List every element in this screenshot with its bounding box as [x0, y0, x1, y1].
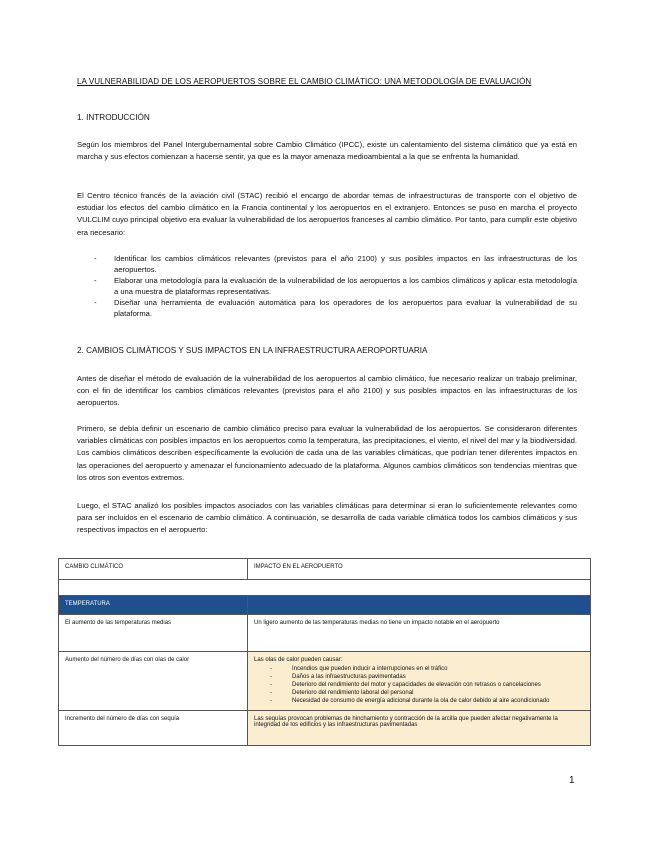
objectives-list — [77, 253, 577, 319]
paragraph-stac: El Centro técnico francés de la aviación civil (STAC) recibió el encargo de abordar temas de infraestructuras de transporte con el objetivo de estudiar los efectos del cambio climático en la Francia continental y los aeropuertos en el extranjero. Entonces se puso en marcha el proyecto VULCLIM cuyo principal objetivo era evaluar la vulnerabilidad de los aeropuertos franceses al cambio climático. Por tanto, para cumplir este objetivo era necesario: — [77, 191, 577, 237]
table-row — [59, 652, 591, 711]
section-heading-introduccion: 1. INTRODUCCIÓN — [77, 113, 150, 122]
impact-item: - Deterioro del rendimiento laboral del personal — [254, 689, 584, 697]
table-row — [59, 711, 591, 746]
list-item: - Diseñar una herramienta de evaluación automática para los operadores de los aeropuertos para evaluar la vulnerabilidad de su plataforma. — [77, 297, 577, 319]
paragraph-escenario: Primero, se debía definir un escenario de cambio climático preciso para evaluar la vulnerabilidad de los aeropuertos. Se consideraron diferentes variables climáticas con posibles impactos en los aeropuertos como la temperatura, las precipitaciones, el viento, el nivel del mar y la biodiversidad. Los cambios climáticos describen específicamente la evolución de cada una de las variables climáticas, que podrían tener diferentes impactos en las operaciones del aeropuerto y amenazar el funcionamiento adecuado de la plataforma. Algunos cambios climáticos son tendencias mientras que los otros son eventos extremos. — [77, 424, 577, 482]
category-label: TEMPERATURA — [59, 596, 248, 615]
paragraph-ipcc: Según los miembros del Panel Intergubernamental sobre Cambio Climático (IPCC), existe un calentamiento del sistema climático que ya está en marcha y sus efectos comienzan a hacerse sentir, ya que es la mayor amenaza medioambiental a la que se enfrenta la humanidad. — [77, 140, 577, 162]
impact-cell: Las sequías provocan problemas de hinchamiento y contracción de la arcilla que pueden afectar negativamente la integridad de los edificios y las infraestructuras pavimentadas — [248, 711, 591, 746]
impact-item: - Necesidad de consumo de energía adicional durante la ola de calor debido al aire acondicionado — [254, 697, 584, 705]
column-header-impacto: IMPACTO EN EL AEROPUERTO — [248, 559, 591, 580]
document-title: LA VULNERABILIDAD DE LOS AEROPUERTOS SOBRE EL CAMBIO CLIMÁTICO: UNA METODOLOGÍA DE EVALUACIÓN — [77, 77, 532, 86]
impact-item: - Daños a las infraestructuras pavimentadas — [254, 673, 584, 681]
climate-change-cell: Incremento del número de días con sequía — [59, 711, 248, 746]
climate-impact-table — [58, 558, 591, 746]
climate-change-cell: El aumento de las temperaturas medias — [59, 615, 248, 652]
category-fill — [248, 596, 591, 615]
list-item: - Elaborar una metodología para la evaluación de la vulnerabilidad de los aeropuertos a los cambios climáticos y aplicar esta metodología a una muestra de plataformas representativas. — [77, 275, 577, 297]
list-item: - Identificar los cambios climáticos relevantes (previstos para el año 2100) y sus posibles impactos en las infraestructuras de los aeropuertos. — [77, 253, 577, 275]
column-header-cambio: CAMBIO CLIMÁTICO — [59, 559, 248, 580]
climate-change-cell: Aumento del número de días con olas de calor — [59, 652, 248, 711]
impact-list — [254, 665, 584, 705]
page-number: 1 — [569, 775, 575, 786]
impact-cell — [248, 652, 591, 711]
section-heading-cambios-climaticos: 2. CAMBIOS CLIMÁTICOS Y SUS IMPACTOS EN LA INFRAESTRUCTURA AEROPORTUARIA — [77, 346, 428, 355]
impact-intro: Las olas de calor pueden causar: — [254, 657, 343, 663]
paragraph-trabajo-preliminar: Antes de diseñar el método de evaluación de la vulnerabilidad de los aeropuertos al cambio climático, fue necesario realizar un trabajo preliminar, con el fin de identificar los cambios climáticos relevantes (previstos para el año 2100) y sus posibles impactos en las infraestructuras de los aeropuertos. — [77, 374, 577, 408]
table-spacer — [59, 580, 591, 596]
table-header-row — [59, 559, 591, 580]
category-row-temperatura — [59, 596, 591, 615]
paragraph-analisis-stac: Luego, el STAC analizó los posibles impactos asociados con las variables climáticas para determinar si eran lo suficientemente relevantes como para ser incluidos en el escenario de cambio climático. A continuación, se desarrolla de cada variable climática todos los cambios climáticos y sus respectivos impactos en el aeropuerto: — [77, 501, 577, 535]
impact-item: - Deterioro del rendimiento del motor y capacidades de elevación con retrasos o cancelaciones — [254, 681, 584, 689]
impact-cell: Un ligero aumento de las temperaturas medias no tiene un impacto notable en el aeropuerto — [248, 615, 591, 652]
impact-item: - Incendios que pueden inducir a interrupciones en el tráfico — [254, 665, 584, 673]
table-row — [59, 615, 591, 652]
